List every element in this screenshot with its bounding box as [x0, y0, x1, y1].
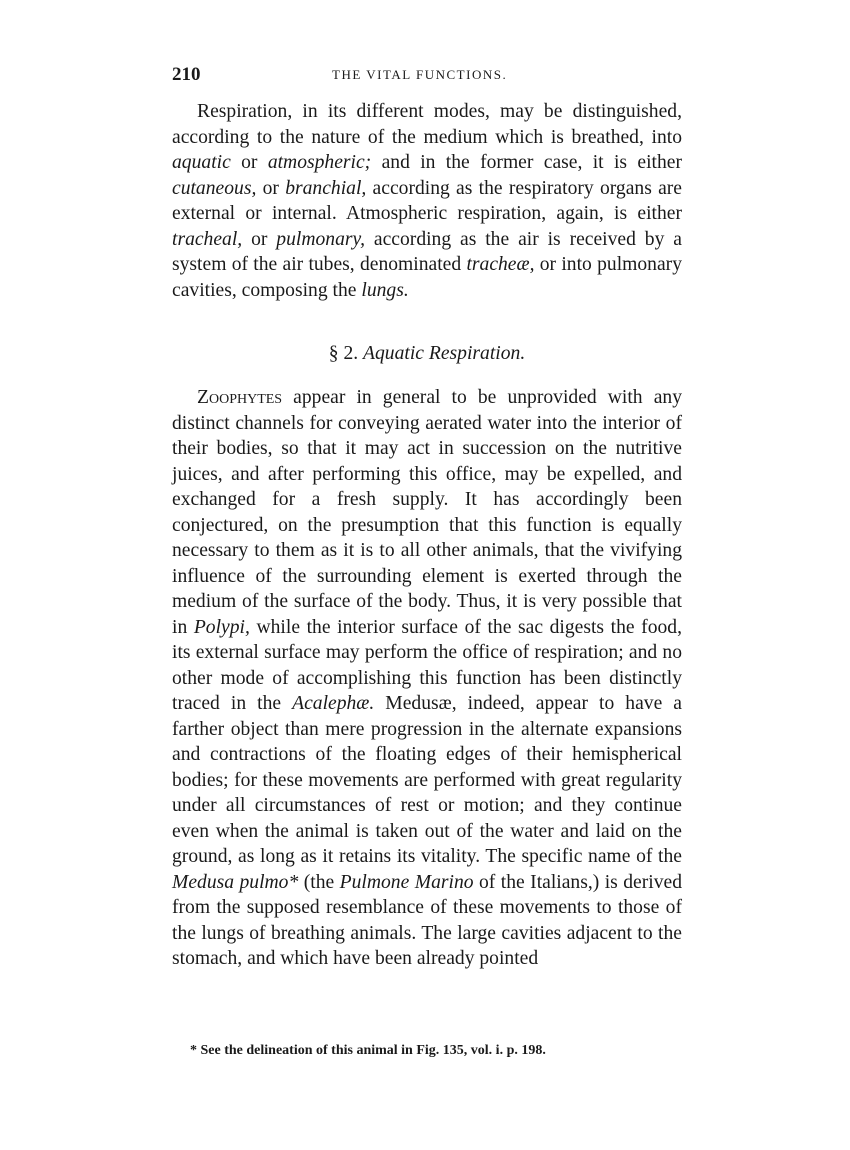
- italic-term: branchial,: [285, 177, 367, 199]
- text-run: (the: [298, 871, 340, 893]
- footnote: * See the delineation of this animal in Fig. 135, vol. i. p. 198.: [190, 1043, 546, 1058]
- text-run: and in the former case, it is either: [371, 152, 682, 173]
- small-caps-term: Zoophytes: [197, 387, 283, 408]
- running-head: [172, 64, 684, 88]
- text-run: or: [256, 177, 286, 199]
- italic-term: atmospheric;: [267, 152, 372, 173]
- italic-term: Polypi,: [193, 616, 250, 638]
- paragraph-respiration-modes: [172, 99, 682, 303]
- italic-term: cutaneous,: [172, 177, 257, 199]
- section-title: Aquatic Respiration.: [363, 343, 526, 364]
- italic-term: Medusa pulmo*: [172, 871, 299, 893]
- italic-term: Pulmone Marino: [339, 871, 474, 893]
- text-run: of the Italians,) is derived from the supposed resemblance of these movements to those of the lungs of breathing animals. The large cavities adjacent to the stomach, and which have been already pointed: [172, 871, 682, 969]
- section-heading: [172, 343, 682, 365]
- italic-term: tracheal,: [172, 228, 243, 250]
- text-run: Medusæ, indeed, appear to have a farther object than mere progression in the alternate expansions and contractions of the floating edges of their hemispherical bodies; for these movements are performed with great regularity under all circumstances of rest or motion; and they continue even when the animal is taken out of the water and laid on the ground, as long as it retains its vitality. The specific name of the: [172, 693, 682, 867]
- text-run: according as the respiratory organs are external or internal. Atmospheric respiration, again, is either: [172, 177, 682, 224]
- italic-term: tracheæ,: [466, 254, 535, 275]
- italic-term: Acalephæ.: [292, 693, 375, 714]
- paragraph-zoophytes: [172, 385, 682, 972]
- text-run: while the interior surface of the sac digests the food, its external surface may perform the office of respiration; and no other mode of accomplishing this function has been distinctly traced in the: [172, 616, 682, 714]
- text-run: appear in general to be unprovided with any distinct channels for conveying aerated water into the interior of their bodies, so that it may act in succession on the nutritive juices, and after performing this office, may be expelled, and exchanged for a fresh supply. It has accordingly been conjectured, on the presumption that this function is equally necessary to them as it is to all other animals, that the vivifying influence of the surrounding element is exerted through the medium of the surface of the body. Thus, it is very possible that in: [172, 387, 682, 638]
- text-run: Respiration, in its different modes, may be distinguished, according to the nature of the medium which is breathed, into: [172, 101, 682, 148]
- text-run: or into pulmonary cavities, composing the: [172, 254, 682, 301]
- running-title: THE VITAL FUNCTIONS.: [332, 67, 508, 82]
- page-number: 210: [172, 64, 201, 85]
- section-number: § 2.: [328, 343, 359, 364]
- italic-term: aquatic: [172, 152, 231, 173]
- text-run: according as the air is received by a system of the air tubes, denominated: [172, 228, 682, 275]
- text-run: or: [230, 152, 268, 173]
- italic-term: lungs.: [361, 279, 409, 301]
- text-run: or: [242, 228, 277, 250]
- italic-term: pulmonary,: [276, 228, 366, 250]
